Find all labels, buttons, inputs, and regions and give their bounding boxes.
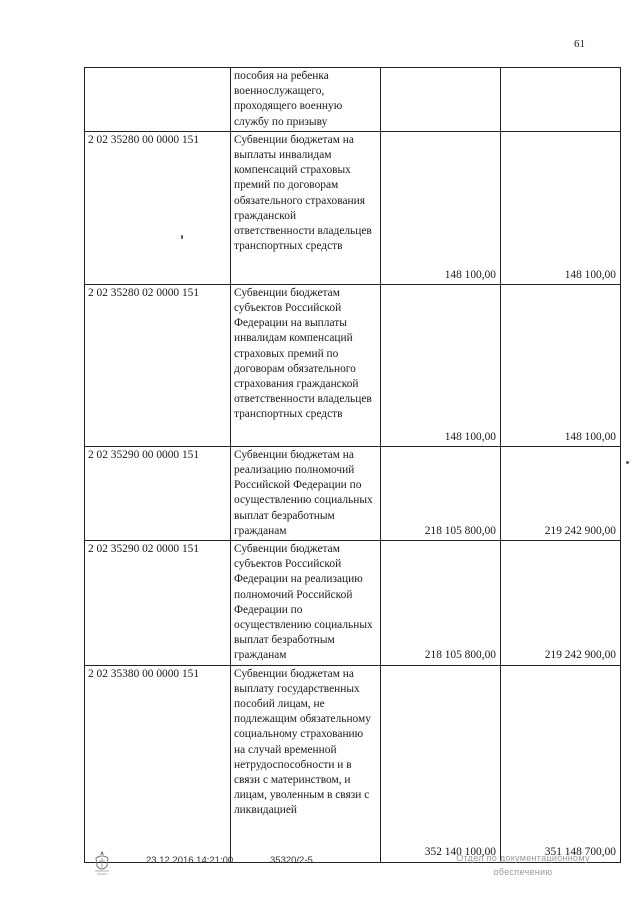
revenue-name-cell: пособия на ребенка военнослужащего, проходящего военную службу по призыву bbox=[231, 68, 381, 132]
department-stamp bbox=[448, 851, 598, 879]
budget-code-cell: 2 02 35280 02 0000 151 bbox=[85, 284, 231, 446]
amount-2018-cell: 219 242 900,00 bbox=[501, 541, 621, 666]
amount-2018-cell bbox=[501, 68, 621, 132]
revenue-name-cell: Субвенции бюджетам субъектов Российской Федерации на реализацию полномочий Российской Федерации по осуществлению социальных выплат безработным гражданам bbox=[231, 541, 381, 666]
budget-code-cell: 2 02 35290 00 0000 151 bbox=[85, 446, 231, 540]
revenue-name-cell: Субвенции бюджетам субъектов Российской Федерации на выплаты инвалидам компенсаций страховых премий по договорам обязательного страхования гражданской ответственности владельцев транспортных средств bbox=[231, 284, 381, 446]
amount-2017-cell: 218 105 800,00 bbox=[381, 541, 501, 666]
revenue-name-cell: Субвенции бюджетам на выплату государственных пособий лицам, не подлежащим обязательному социальному страхованию на случай временной нетрудоспособности и в связи с материнством, и лицам, уволенным в связи с ликвидацией bbox=[231, 665, 381, 862]
footer-datetime: 23.12.2016 14:21:00 bbox=[146, 855, 234, 866]
table-row bbox=[85, 541, 621, 666]
budget-code-cell bbox=[85, 68, 231, 132]
amount-2017-cell: 148 100,00 bbox=[381, 284, 501, 446]
table-row bbox=[85, 665, 621, 862]
amount-2017-cell: 352 140 100,00 bbox=[381, 665, 501, 862]
budget-code-cell: 2 02 35290 02 0000 151 bbox=[85, 541, 231, 666]
footer-doc-number: 35320/2-5 bbox=[270, 855, 313, 866]
amount-2018-cell: 351 148 700,00 bbox=[501, 665, 621, 862]
amount-2017-cell: 218 105 800,00 bbox=[381, 446, 501, 540]
amount-2017-cell bbox=[381, 68, 501, 132]
amount-2018-cell: 148 100,00 bbox=[501, 284, 621, 446]
scan-speck bbox=[626, 461, 629, 464]
amount-2017-cell: 148 100,00 bbox=[381, 131, 501, 284]
revenue-name-cell: Субвенции бюджетам на реализацию полномочий Российской Федерации по осуществлению социальных выплат безработным гражданам bbox=[231, 446, 381, 540]
amount-2018-cell: 219 242 900,00 bbox=[501, 446, 621, 540]
budget-revenue-table bbox=[84, 67, 621, 863]
table-row bbox=[85, 284, 621, 446]
page-number: 61 bbox=[574, 38, 585, 50]
amount-2018-cell: 148 100,00 bbox=[501, 131, 621, 284]
table-row bbox=[85, 446, 621, 540]
table-row bbox=[85, 68, 621, 132]
budget-code-cell: 2 02 35380 00 0000 151 bbox=[85, 665, 231, 862]
stamp-line: обеспечению bbox=[493, 867, 553, 877]
coat-of-arms-icon bbox=[92, 850, 112, 876]
budget-code-cell: 2 02 35280 00 0000 151 bbox=[85, 131, 231, 284]
stamp-line: Отдел по документационному bbox=[456, 853, 590, 863]
table-row bbox=[85, 131, 621, 284]
scan-speck bbox=[181, 235, 183, 239]
revenue-name-cell: Субвенции бюджетам на выплаты инвалидам компенсаций страховых премий по договорам обязательного страхования гражданской ответственности владельцев транспортных средств bbox=[231, 131, 381, 284]
